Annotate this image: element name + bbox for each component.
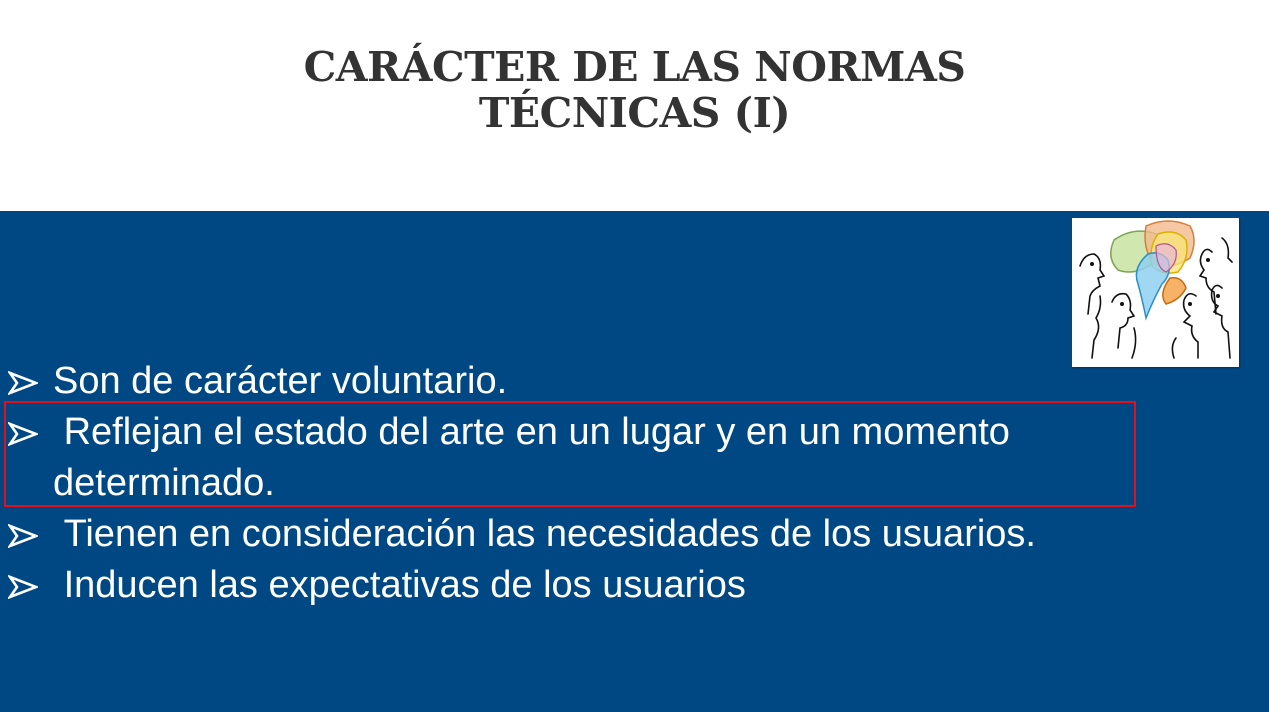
people-talking-illustration xyxy=(1072,218,1239,367)
bullet-text: Son de carácter voluntario. xyxy=(53,360,508,402)
bullet-text: Tienen en consideración las necesidades de los usuarios. xyxy=(53,513,1036,555)
title-area xyxy=(0,0,1269,211)
slide-title xyxy=(0,44,1269,136)
arrowhead-bullet-icon xyxy=(6,509,40,560)
slide-title-line-1: CARÁCTER DE LAS NORMAS xyxy=(303,43,966,91)
bullet-text: Reflejan el estado del arte en un lugar y en un momento determinado. xyxy=(53,411,1021,504)
bullet-item xyxy=(6,560,1206,611)
bullet-item xyxy=(6,356,1206,407)
slide-title-line-2: TÉCNICAS (I) xyxy=(478,89,791,137)
arrowhead-bullet-icon xyxy=(6,560,40,611)
bullet-item xyxy=(6,509,1206,560)
highlight-box xyxy=(4,401,1136,507)
arrowhead-bullet-icon xyxy=(6,356,40,407)
bullet-text: Inducen las expectativas de los usuarios xyxy=(53,564,746,606)
